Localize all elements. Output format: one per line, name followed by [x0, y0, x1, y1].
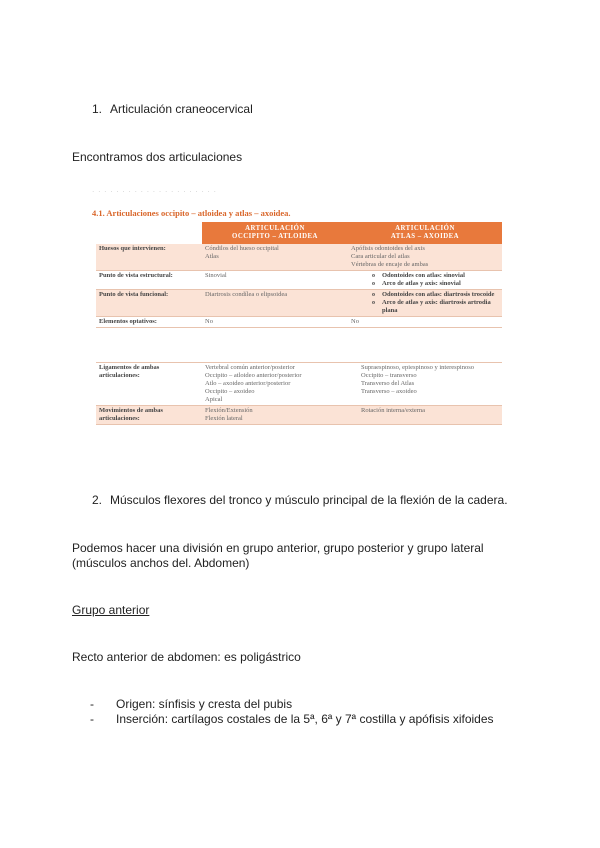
cell-line: Atlo – axoideo anterior/posterior: [205, 380, 291, 387]
cell: [348, 244, 502, 271]
cell-line: Flexión/Extensión: [205, 407, 253, 414]
numbered-item-1: [92, 102, 253, 117]
bullet-marker: -: [90, 697, 94, 711]
cell-line: Supraespinoso, epiespinoso y interespinoso: [361, 364, 475, 371]
row-label: [96, 406, 202, 425]
ligaments-table: [96, 362, 502, 425]
cell-bullet: o Arco de atlas y axis: diartrosis artrodia plana: [372, 299, 499, 315]
paragraph-recto: Recto anterior de abdomen: es poligástrico: [72, 650, 301, 664]
table-row: [96, 363, 502, 406]
cell-line: Vertebral común anterior/posterior: [205, 364, 295, 371]
cell-bullet: o Odontoides con atlas: sinovial: [372, 272, 499, 280]
figure-title: 4.1. Articulaciones occipito – atloidea y atlas – axoidea.: [92, 208, 291, 218]
cell-line: Transverso – axoideo: [361, 388, 417, 395]
cell: [202, 290, 348, 317]
item-number: 2.: [92, 493, 103, 507]
cell-line: Cóndilos del hueso occipital: [205, 245, 279, 252]
row-label: Huesos que intervienen:: [96, 244, 202, 271]
cell-line: Occipito – atloideo anterior/posterior: [205, 372, 302, 379]
bullet-text: Origen: sínfisis y cresta del pubis: [116, 697, 293, 711]
cell-line: Transverso del Atlas: [361, 380, 415, 387]
table-row: [96, 271, 502, 290]
header-cell-col2: [202, 222, 348, 244]
cell: [202, 317, 348, 328]
label-line: articulaciones:: [99, 415, 140, 422]
header-text: OCCIPITO – ATLOIDEA: [232, 233, 318, 240]
item-text: Músculos flexores del tronco y músculo principal de la flexión de la cadera.: [110, 493, 508, 507]
cell: [358, 363, 502, 406]
cell-line: Diartrosis condílea o elipsoidea: [205, 291, 288, 298]
cell-line: Atlas: [205, 253, 219, 260]
cell: [348, 271, 502, 290]
cell-line: Apófisis odontoides del axis: [351, 245, 425, 252]
bullet-marker: -: [90, 712, 94, 726]
item-number: 1.: [92, 102, 103, 116]
faint-caption: · · · · · · · · · · · · · · · · · · · · ·: [92, 188, 217, 196]
table-figure: [92, 188, 512, 438]
cell: [202, 363, 358, 406]
cell-line: Rotación interna/externa: [361, 407, 426, 414]
cell: [202, 406, 358, 425]
cell-line: Apical: [205, 396, 223, 403]
articulation-table: [96, 222, 502, 328]
label-line: Movimientos de ambas: [99, 407, 163, 414]
table-row: [96, 317, 502, 328]
paragraph-division-line-1: Podemos hacer una división en grupo anterior, grupo posterior y grupo lateral: [72, 541, 484, 555]
label-line: articulaciones:: [99, 372, 140, 379]
row-label: Punto de vista funcional:: [96, 290, 202, 317]
cell-line: Flexión lateral: [205, 415, 243, 422]
row-label: [96, 363, 202, 406]
bullet-text: Inserción: cartílagos costales de la 5ª, 6ª y 7ª costilla y apófisis xifoides: [116, 712, 494, 726]
table-header-row: [96, 222, 502, 244]
cell: [358, 406, 502, 425]
paragraph-intro: Encontramos dos articulaciones: [72, 150, 243, 164]
cell-bullet: o Odontoides con atlas: diartrosis trocoide: [372, 291, 499, 299]
table-row: [96, 244, 502, 271]
underlined-text: Grupo anterior: [72, 603, 150, 617]
numbered-item-2: [92, 493, 508, 508]
item-text: Articulación craneocervical: [110, 102, 253, 116]
cell: [202, 244, 348, 271]
row-label: Punto de vista estructural:: [96, 271, 202, 290]
cell-line: Occipito – transverso: [361, 372, 417, 379]
bullet-item: [90, 697, 292, 712]
cell: [202, 271, 348, 290]
cell-bullet: o Arco de atlas y axis: sinovial: [372, 280, 499, 288]
header-text: ARTICULACIÓN: [245, 225, 305, 232]
header-cell-col3: [348, 222, 502, 244]
cell-line: Occipito – axoideo: [205, 388, 255, 395]
table-row: [96, 290, 502, 317]
cell-line: No: [351, 318, 359, 325]
bullet-item: [90, 712, 494, 727]
table-row: [96, 406, 502, 425]
cell-line: No: [205, 318, 213, 325]
row-label: Elementos optativos:: [96, 317, 202, 328]
cell-line: Vértebras de encaje de ambas: [351, 261, 429, 268]
header-text: ATLAS – AXOIDEA: [390, 233, 460, 240]
cell: [348, 290, 502, 317]
group-anterior-heading: [72, 603, 149, 618]
label-line: Ligamentos de ambas: [99, 364, 160, 371]
header-blank-cell: [96, 222, 202, 244]
cell: [348, 317, 502, 328]
cell-line: Cara articular del atlas: [351, 253, 410, 260]
cell-line: Sinovial: [205, 272, 227, 279]
header-text: ARTICULACIÓN: [395, 225, 455, 232]
paragraph-division-line-2: (músculos anchos del. Abdomen): [72, 556, 250, 570]
